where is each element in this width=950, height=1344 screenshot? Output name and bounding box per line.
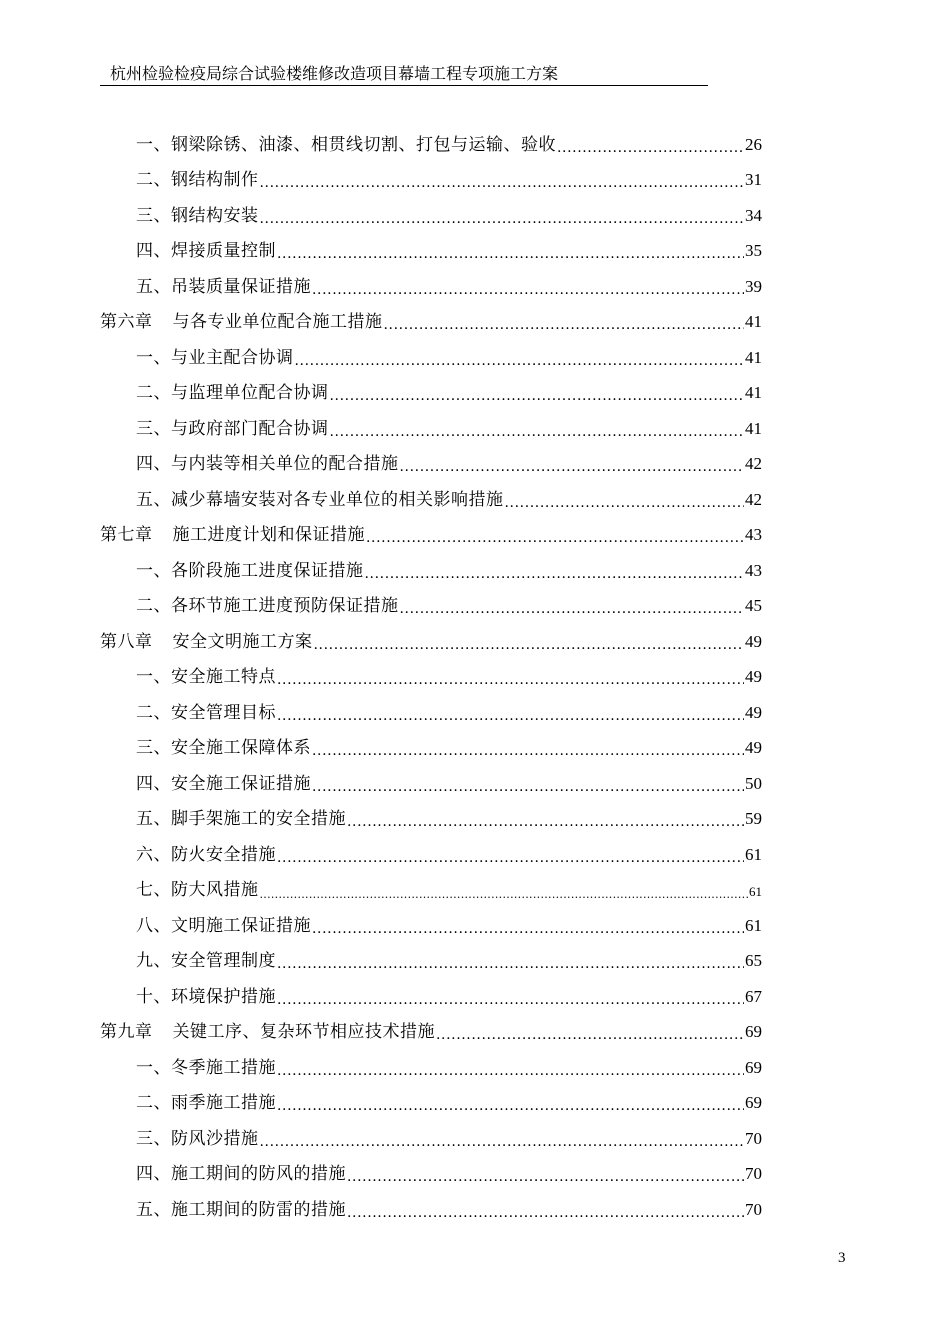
toc-entry-title: 二、钢结构制作 [136,170,259,190]
toc-entry-label [100,556,364,581]
toc-entry-page: 70 [745,1128,762,1148]
toc-entry-page: 49 [745,631,762,651]
toc-entry-label [100,982,276,1007]
toc-entry-page: 61 [749,884,762,899]
toc-entry-label [100,840,276,865]
toc-entry-title: 八、文明施工保证措施 [136,915,311,936]
toc-entry-page: 61 [745,915,762,935]
toc-entry-page: 69 [745,1093,762,1112]
toc-dot-leader [277,241,744,261]
toc-dot-leader [277,1093,744,1113]
toc-entry-label [100,875,259,900]
toc-dot-leader [277,667,744,687]
toc-entry-page: 67 [745,986,762,1006]
toc-entry-label [100,272,311,297]
toc-entry-label [100,591,399,616]
toc-entry-page: 50 [745,773,762,793]
toc-entry-title: 四、安全施工保证措施 [136,773,311,794]
toc-entry-title: 与各专业单位配合施工措施 [172,312,383,332]
toc-entry-label [100,769,311,794]
toc-section-entry[interactable] [100,368,762,404]
toc-entry-label [100,1017,435,1042]
toc-entry-label [100,946,276,971]
toc-dot-leader [330,383,745,403]
toc-dot-leader [277,844,744,864]
toc-dot-leader [314,631,745,651]
toc-chapter-number: 第七章 [100,525,153,545]
toc-entry-page: 65 [745,951,762,970]
toc-entry-title: 三、防风沙措施 [136,1128,259,1149]
toc-entry-label [100,201,259,226]
toc-entry-label [100,307,383,332]
toc-entry-label [100,414,329,439]
toc-chapter-number: 第八章 [100,631,153,652]
toc-entry-label [100,1088,276,1113]
toc-entry-title: 十、环境保护措施 [136,986,276,1007]
toc-entry-label [100,1195,346,1220]
toc-dot-leader [400,596,745,616]
toc-section-entry[interactable] [100,1042,762,1078]
toc-chapter-number: 第六章 [100,312,153,332]
toc-section-entry[interactable] [100,794,762,830]
toc-entry-page: 69 [745,1057,762,1077]
page-number: 3 [838,1250,846,1266]
toc-dot-leader [277,702,744,722]
toc-dot-leader [312,773,744,793]
toc-section-entry[interactable] [100,1113,762,1149]
toc-entry-title: 一、冬季施工措施 [136,1057,276,1078]
toc-section-entry[interactable] [100,332,762,368]
table-of-contents [100,119,762,1220]
toc-entry-label [100,911,311,936]
toc-dot-leader [347,1164,744,1184]
toc-section-entry[interactable] [100,758,762,794]
toc-section-entry[interactable] [100,155,762,191]
toc-dot-leader [260,170,745,190]
toc-entry-title: 四、焊接质量控制 [136,241,276,261]
toc-entry-label [100,130,556,155]
toc-entry-title: 五、吊装质量保证措施 [136,276,311,297]
toc-entry-page: 69 [745,1022,762,1041]
toc-section-entry[interactable] [100,261,762,297]
toc-entry-page: 35 [745,241,762,260]
toc-entry-label [100,343,294,368]
toc-entry-label [100,1159,346,1184]
toc-section-entry[interactable] [100,829,762,865]
toc-entry-title: 二、雨季施工措施 [136,1093,276,1113]
toc-dot-leader [400,454,745,474]
toc-entry-page: 70 [745,1199,762,1219]
toc-entry-title: 关键工序、复杂环节相应技术措施 [172,1022,435,1042]
toc-entry-page: 49 [745,667,762,686]
toc-dot-leader [347,809,744,829]
toc-section-entry[interactable] [100,687,762,723]
toc-entry-title: 四、施工期间的防风的措施 [136,1164,346,1184]
toc-entry-label [100,236,276,261]
toc-dot-leader [260,880,749,900]
toc-entry-title: 四、与内装等相关单位的配合措施 [136,454,399,474]
toc-entry-label [100,520,365,545]
toc-entry-page: 41 [745,383,762,402]
toc-chapter-entry[interactable] [100,1007,762,1043]
toc-entry-page: 61 [745,844,762,864]
toc-entry-label [100,662,276,687]
toc-entry-title: 一、安全施工特点 [136,667,276,687]
toc-section-entry[interactable] [100,119,762,155]
toc-section-entry[interactable] [100,971,762,1007]
toc-section-entry[interactable] [100,581,762,617]
toc-entry-label [100,804,346,829]
toc-entry-title: 七、防大风措施 [136,880,259,900]
toc-entry-page: 43 [745,525,762,544]
toc-entry-title: 三、安全施工保障体系 [136,738,311,758]
toc-section-entry[interactable] [100,723,762,759]
toc-section-entry[interactable] [100,652,762,688]
toc-entry-label [100,378,329,403]
toc-dot-leader [295,347,745,367]
toc-entry-title: 二、各环节施工进度预防保证措施 [136,596,399,616]
toc-entry-label [100,1124,259,1149]
toc-chapter-entry[interactable] [100,616,762,652]
toc-dot-leader [277,1057,744,1077]
toc-entry-page: 41 [745,418,762,438]
toc-entry-page: 49 [745,702,762,722]
toc-entry-title: 六、防火安全措施 [136,844,276,865]
toc-entry-label [100,698,276,723]
toc-section-entry[interactable] [100,1149,762,1185]
toc-dot-leader [260,205,745,225]
toc-dot-leader [436,1022,744,1042]
toc-entry-title: 二、安全管理目标 [136,702,276,723]
toc-chapter-entry[interactable] [100,510,762,546]
toc-entry-label [100,1053,276,1078]
toc-dot-leader [330,418,745,438]
toc-section-entry[interactable] [100,1078,762,1114]
toc-section-entry[interactable] [100,226,762,262]
toc-entry-label [100,165,259,190]
toc-entry-title: 九、安全管理制度 [136,951,276,971]
toc-entry-page: 49 [745,738,762,757]
toc-chapter-number: 第九章 [100,1022,153,1042]
toc-dot-leader [365,560,745,580]
toc-entry-title: 施工进度计划和保证措施 [172,525,365,545]
toc-section-entry[interactable] [100,900,762,936]
toc-dot-leader [277,986,744,1006]
toc-entry-title: 三、与政府部门配合协调 [136,418,329,439]
toc-dot-leader [312,276,744,296]
toc-entry-page: 31 [745,170,762,189]
toc-dot-leader [557,134,744,154]
toc-entry-page: 39 [745,276,762,296]
toc-section-entry[interactable] [100,865,762,901]
toc-dot-leader [312,915,744,935]
toc-entry-title: 三、钢结构安装 [136,205,259,226]
toc-entry-page: 34 [745,205,762,225]
toc-dot-leader [505,489,745,509]
toc-entry-page: 45 [745,596,762,615]
toc-entry-title: 一、与业主配合协调 [136,347,294,368]
toc-entry-page: 70 [745,1164,762,1183]
toc-entry-label [100,627,313,652]
toc-chapter-entry[interactable] [100,297,762,333]
toc-entry-title: 五、脚手架施工的安全措施 [136,809,346,829]
toc-entry-page: 41 [745,312,762,331]
toc-entry-page: 42 [745,454,762,473]
toc-entry-label [100,733,311,758]
toc-section-entry[interactable] [100,403,762,439]
toc-dot-leader [366,525,744,545]
toc-entry-title: 一、钢梁除锈、油漆、相贯线切割、打包与运输、验收 [136,134,556,155]
toc-dot-leader [277,951,744,971]
toc-entry-title: 二、与监理单位配合协调 [136,383,329,403]
toc-entry-page: 43 [745,560,762,580]
toc-entry-page: 26 [745,134,762,154]
toc-dot-leader [312,738,744,758]
toc-entry-label [100,485,504,510]
toc-entry-title: 安全文明施工方案 [172,631,313,652]
toc-entry-page: 59 [745,809,762,828]
toc-section-entry[interactable] [100,439,762,475]
toc-dot-leader [260,1128,745,1148]
document-header [100,64,708,86]
toc-entry-title: 五、减少幕墙安装对各专业单位的相关影响措施 [136,489,504,510]
toc-section-entry[interactable] [100,545,762,581]
toc-entry-page: 42 [745,489,762,509]
toc-entry-page: 41 [745,347,762,367]
toc-dot-leader [384,312,745,332]
toc-section-entry[interactable] [100,1184,762,1220]
toc-dot-leader [347,1199,744,1219]
toc-section-entry[interactable] [100,190,762,226]
toc-entry-label [100,449,399,474]
toc-section-entry[interactable] [100,936,762,972]
header-title: 杭州检验检疫局综合试验楼维修改造项目幕墙工程专项施工方案 [110,64,559,83]
toc-entry-title: 一、各阶段施工进度保证措施 [136,560,364,581]
toc-entry-title: 五、施工期间的防雷的措施 [136,1199,346,1220]
toc-section-entry[interactable] [100,474,762,510]
